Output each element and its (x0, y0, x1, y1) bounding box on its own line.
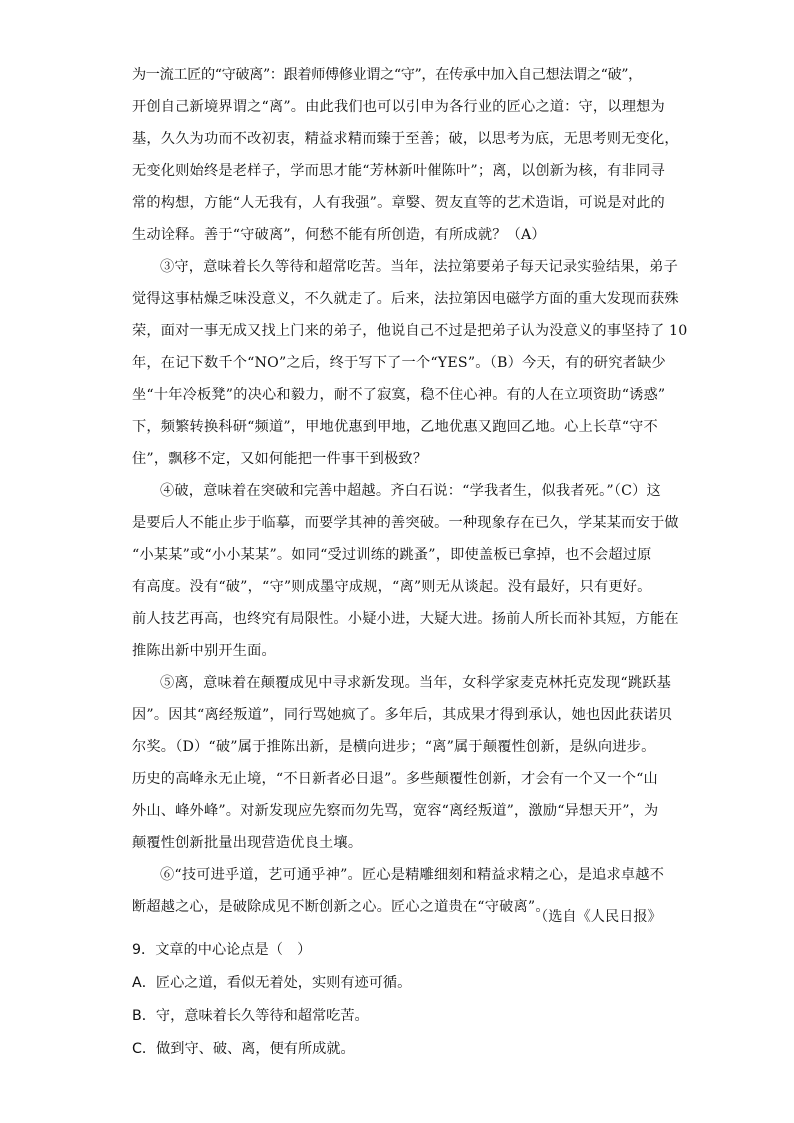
passage-paragraph-4-start: ④破，意味着在突破和完善中超越。齐白石说：“学我者生，似我者死。”（C）这 (160, 483, 661, 499)
passage-line: 尔奖。（D）“破”属于推陈出新，是横向进步；“离”属于颠覆性创新，是纵向进步。 (132, 739, 656, 755)
passage-line: 觉得这事枯燥乏味没意义，不久就走了。后来，法拉第因电磁学方面的重大发现而获殊 (132, 291, 679, 307)
passage-line: 有高度。没有“破”，“守”则成墨守成规，“离”则无从谈起。没有最好，只有更好。 (132, 579, 652, 595)
passage-line: 是要后人不能止步于临摹，而要学其神的善突破。一种现象存在已久，学某某而安于做 (132, 515, 679, 531)
option-a: A．匠心之道，看似无着处，实则有迹可循。 (132, 975, 412, 991)
passage-line: 推陈出新中别开生面。 (132, 643, 276, 659)
passage-line: 因”。因其“离经叛道”，同行骂她疯了。多年后，其成果才得到承认，她也因此获诺贝 (132, 707, 673, 723)
source-citation: （选自《人民日报》 (534, 909, 662, 925)
passage-line: 历史的高峰永无止境，“不日新者必日退”。多些颠覆性创新，才会有一个又一个“山 (132, 771, 658, 787)
passage-line: 年，在记下数千个“NO”之后，终于写下了一个“YES”。（B）今天，有的研究者缺少 (132, 355, 666, 371)
passage-line: 常的构想，方能“人无我有，人有我强”。章嫛、贺友直等的艺术造诣，可说是对此的 (132, 195, 665, 211)
passage-line: 坐“十年冷板凳”的决心和毅力，耐不了寂寞，稳不住心神。有的人在立项资助“诱惑” (132, 387, 666, 403)
passage-line: 无变化则始终是老样子，学而思才能“芳林新叶催陈叶”；离，以创新为核，有非同寻 (132, 163, 665, 179)
passage-line: 颠覆性创新批量出现营造优良土壤。 (132, 835, 363, 851)
passage-line: 住”，飘移不定，又如何能把一件事干到极致？ (132, 451, 428, 467)
option-b: B．守，意味着长久等待和超常吃苦。 (132, 1008, 369, 1024)
passage-line: 基，久久为功而不改初衷，精益求精而臻于至善；破，以思考为底，无思考则无变化， (132, 131, 679, 147)
passage-line: “小某某”或“小小某某”。如同“受过训练的跳蚤”，即使盖板已拿掉，也不会超过原 (132, 547, 652, 563)
passage-line: 前人技艺再高，也终究有局限性。小疑小进，大疑大进。扬前人所长而补其短，方能在 (132, 611, 679, 627)
passage-paragraph-3-start: ③守，意味着长久等待和超常吃苦。当年，法拉第要弟子每天记录实验结果，弟子 (160, 259, 678, 275)
passage-line: 开创自己新境界谓之“离”。由此我们也可以引申为各行业的匠心之道：守，以理想为 (132, 99, 665, 115)
passage-line: 荣，面对一事无成又找上门来的弟子，他说自己不过是把弟子认为没意义的事坚持了 10 (132, 323, 688, 339)
question-stem: 9．文章的中心论点是（ ） (132, 942, 312, 958)
passage-line: 断超越之心，是破除成见不断创新之心。匠心之道贵在“守破离”。 (132, 899, 550, 915)
passage-line: 外山、峰外峰”。对新发现应先察而勿先骂，宽容“离经叛道”，激励“异想天开”，为 (132, 803, 659, 819)
passage-paragraph-6-start: ⑥“技可进乎道，艺可通乎神”。匠心是精雕细刻和精益求精之心，是追求卓越不 (160, 867, 665, 883)
passage-line: 为一流工匠的“守破离”：跟着师傅修业谓之“守”，在传承中加入自己想法谓之“破”， (132, 67, 642, 83)
option-c: C．做到守、破、离，便有所成就。 (132, 1041, 355, 1057)
passage-paragraph-5-start: ⑤离，意味着在颠覆成见中寻求新发现。当年，女科学家麦克林托克发现“跳跃基 (160, 675, 672, 691)
passage-line: 下，频繁转换科研“频道”，甲地优惠到甲地，乙地优惠又跑回乙地。心上长草“守不 (132, 419, 658, 435)
passage-line: 生动诠释。善于“守破离”，何愁不能有所创造，有所成就？（A） (132, 227, 546, 243)
